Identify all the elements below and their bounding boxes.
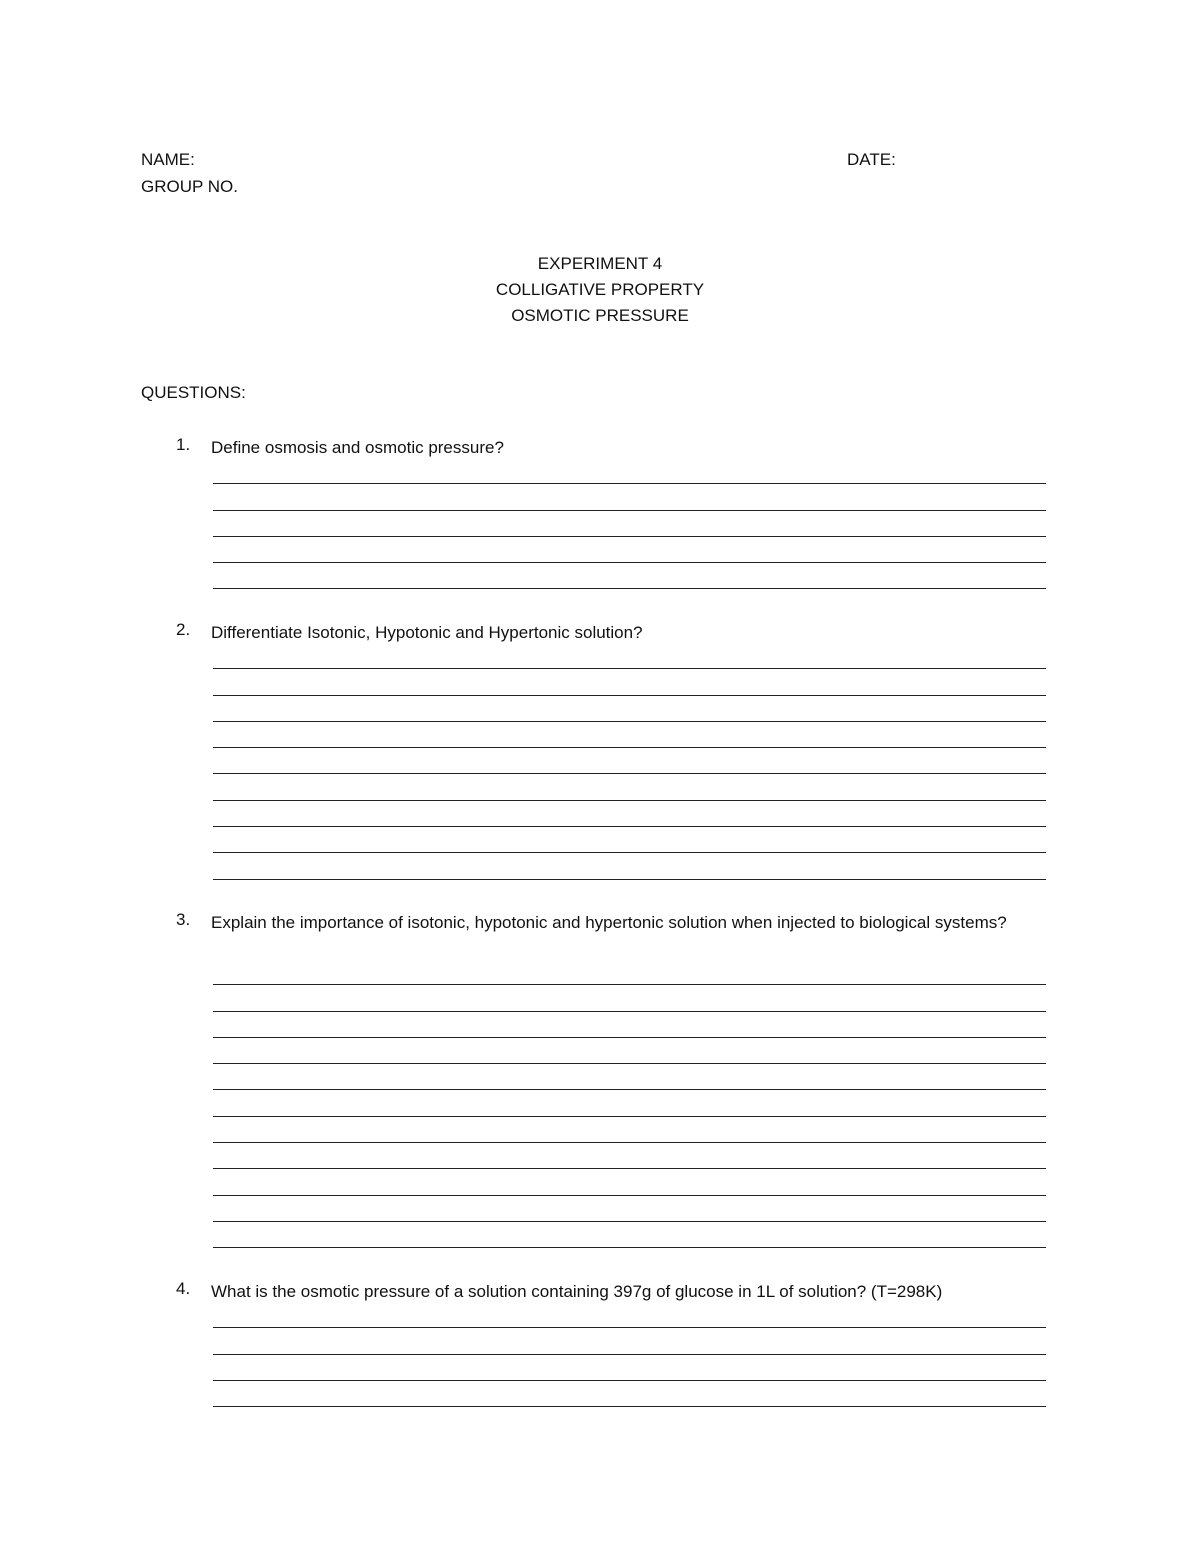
answer-line[interactable] (213, 1306, 1046, 1332)
title-block (0, 251, 1200, 329)
questions-heading: QUESTIONS: (141, 383, 246, 402)
answer-line[interactable] (213, 488, 1046, 514)
date-label: DATE: (847, 150, 896, 169)
answer-line[interactable] (213, 1173, 1046, 1199)
header-left (141, 146, 238, 200)
answer-line[interactable] (213, 673, 1046, 699)
answer-line[interactable] (213, 752, 1046, 778)
experiment-subtitle: COLLIGATIVE PROPERTY (495, 280, 705, 299)
answer-line[interactable] (213, 1385, 1046, 1411)
answer-line[interactable] (213, 1094, 1046, 1120)
answer-line[interactable] (213, 1147, 1046, 1173)
answer-line[interactable] (213, 1200, 1046, 1226)
answer-line[interactable] (213, 1068, 1046, 1094)
answer-line[interactable] (213, 805, 1046, 831)
answer-line[interactable] (213, 462, 1046, 488)
group-label: GROUP NO. (141, 177, 238, 196)
answer-line[interactable] (213, 1226, 1046, 1252)
question-text: Define osmosis and osmotic pressure? (211, 438, 504, 457)
answer-line[interactable] (213, 567, 1046, 593)
answer-lines-1[interactable] (213, 462, 1046, 593)
answer-lines-2[interactable] (213, 647, 1046, 884)
question-number: 4. (176, 1279, 191, 1298)
question-text: Explain the importance of isotonic, hypotonic and hypertonic solution when injected to biological systems? (211, 913, 1007, 932)
answer-line[interactable] (213, 1359, 1046, 1385)
answer-line[interactable] (213, 726, 1046, 752)
answer-line[interactable] (213, 963, 1046, 989)
name-label: NAME: (141, 150, 195, 169)
question-number: 1. (176, 435, 191, 454)
answer-line[interactable] (213, 647, 1046, 673)
header-right (847, 146, 896, 173)
answer-line[interactable] (213, 989, 1046, 1015)
experiment-title: EXPERIMENT 4 (537, 254, 663, 273)
answer-line[interactable] (213, 1016, 1046, 1042)
answer-line[interactable] (213, 541, 1046, 567)
answer-line[interactable] (213, 1121, 1046, 1147)
answer-line[interactable] (213, 831, 1046, 857)
experiment-topic: OSMOTIC PRESSURE (511, 306, 689, 325)
answer-line[interactable] (213, 778, 1046, 804)
answer-line[interactable] (213, 1332, 1046, 1358)
answer-line[interactable] (213, 1042, 1046, 1068)
question-text: Differentiate Isotonic, Hypotonic and Hypertonic solution? (211, 623, 643, 642)
answer-line[interactable] (213, 857, 1046, 883)
answer-lines-3[interactable] (213, 963, 1046, 1252)
question-number: 3. (176, 910, 191, 929)
answer-lines-4[interactable] (213, 1306, 1046, 1411)
answer-line[interactable] (213, 515, 1046, 541)
answer-line[interactable] (213, 700, 1046, 726)
question-number: 2. (176, 620, 191, 639)
question-text: What is the osmotic pressure of a solution containing 397g of glucose in 1L of solution? (T=298K) (211, 1282, 943, 1301)
